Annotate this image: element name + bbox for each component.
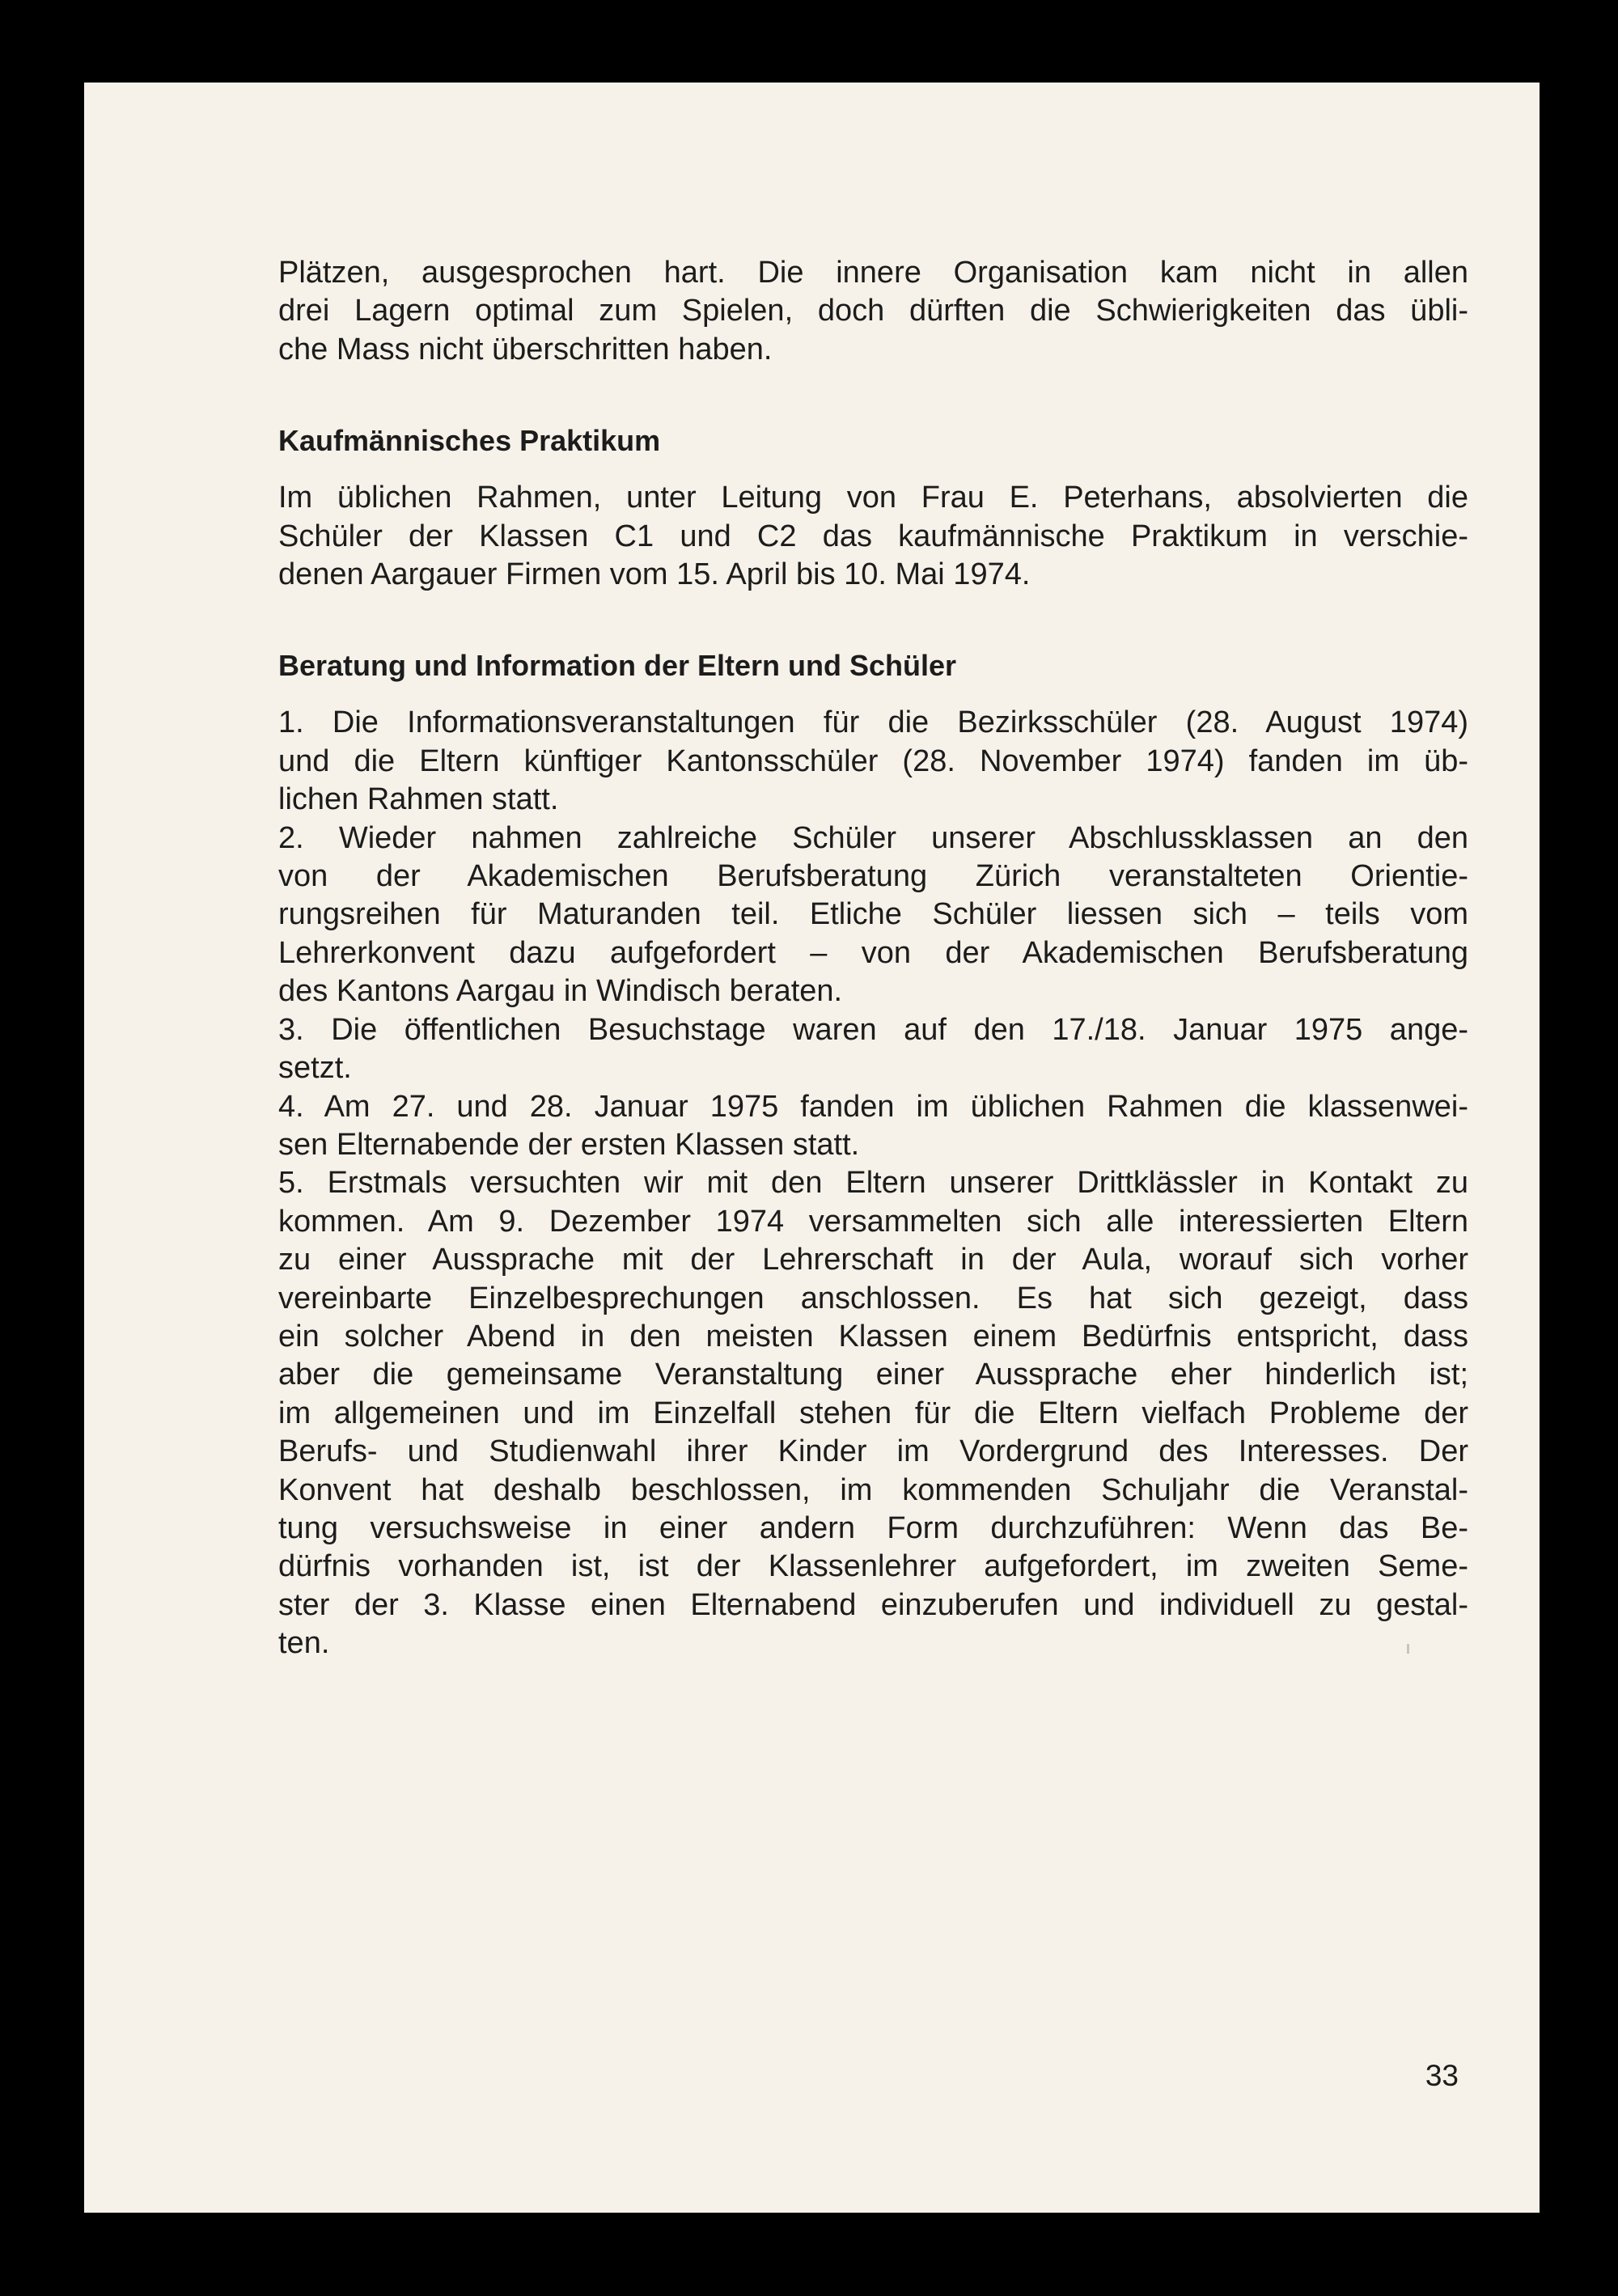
text-line: von der Akademischen Berufsberatung Zürich veranstalteten Orientie- [278, 859, 1468, 894]
text-line: rungsreihen für Maturanden teil. Etliche Schüler liessen sich – teils vom [278, 897, 1468, 932]
text-line: che Mass nicht überschritten haben. [278, 332, 773, 366]
scan-speck [1407, 1644, 1409, 1654]
text-line: Konvent hat deshalb beschlossen, im kommenden Schuljahr die Veranstal- [278, 1472, 1468, 1507]
text-line: des Kantons Aargau in Windisch beraten. [278, 974, 843, 1009]
text-line: tung versuchsweise in einer andern Form durchzuführen: Wenn das Be- [278, 1510, 1468, 1545]
text-line: sen Elternabende der ersten Klassen statt. [278, 1127, 860, 1162]
text-line: aber die gemeinsame Veranstaltung einer Aussprache eher hinderlich ist; [278, 1358, 1468, 1392]
text-line: kommen. Am 9. Dezember 1974 versammelten sich alle interessierten Eltern [278, 1204, 1468, 1239]
intro-paragraph [278, 254, 1468, 369]
text-line: und die Eltern künftiger Kantonsschüler (28. November 1974) fanden im üb- [278, 743, 1468, 778]
text-line: Berufs- und Studienwahl ihrer Kinder im Vordergrund des Interesses. Der [278, 1434, 1468, 1469]
praktikum-paragraph [278, 479, 1468, 594]
section-heading-praktikum: Kaufmännisches Praktikum [278, 424, 661, 458]
text-line: 1. Die Informationsveranstaltungen für die Bezirksschüler (28. August 1974) [278, 705, 1468, 740]
text-line: setzt. [278, 1051, 352, 1086]
text-line: im allgemeinen und im Einzelfall stehen für die Eltern vielfach Probleme der [278, 1396, 1468, 1430]
page-number: 33 [1425, 2059, 1459, 2092]
text-line: ten. [278, 1626, 330, 1661]
text-line: denen Aargauer Firmen vom 15. April bis 10. Mai 1974. [278, 557, 1031, 592]
page-content [278, 254, 1468, 1663]
list-item-4 [278, 1088, 1468, 1165]
text-line: 2. Wieder nahmen zahlreiche Schüler unserer Abschlussklassen an den [278, 820, 1468, 855]
list-item-5 [278, 1164, 1468, 1663]
section-heading-beratung: Beratung und Information der Eltern und Schüler [278, 649, 957, 683]
text-line: drei Lagern optimal zum Spielen, doch dürften die Schwierigkeiten das übli- [278, 294, 1468, 328]
text-line: zu einer Aussprache mit der Lehrerschaft in der Aula, worauf sich vorher [278, 1243, 1468, 1277]
text-line: Plätzen, ausgesprochen hart. Die innere Organisation kam nicht in allen [278, 256, 1468, 290]
text-line: 5. Erstmals versuchten wir mit den Eltern unserer Drittklässler in Kontakt zu [278, 1166, 1468, 1201]
list-item-2 [278, 820, 1468, 1011]
list-item-1 [278, 704, 1468, 819]
text-line: vereinbarte Einzelbesprechungen anschlossen. Es hat sich gezeigt, dass [278, 1281, 1468, 1315]
text-line: ster der 3. Klasse einen Elternabend einzuberufen und individuell zu gestal- [278, 1587, 1468, 1622]
text-line: Im üblichen Rahmen, unter Leitung von Frau E. Peterhans, absolvierten die [278, 481, 1468, 515]
text-line: 3. Die öffentlichen Besuchstage waren auf den 17./18. Januar 1975 ange- [278, 1012, 1468, 1047]
text-line: 4. Am 27. und 28. Januar 1975 fanden im üblichen Rahmen die klassenwei- [278, 1089, 1468, 1124]
text-line: dürfnis vorhanden ist, ist der Klassenlehrer aufgefordert, im zweiten Seme- [278, 1549, 1468, 1584]
text-line: Lehrerkonvent dazu aufgefordert – von der Akademischen Berufsberatung [278, 935, 1468, 970]
text-line: ein solcher Abend in den meisten Klassen einem Bedürfnis entspricht, dass [278, 1319, 1468, 1353]
list-item-3 [278, 1011, 1468, 1088]
text-line: Schüler der Klassen C1 und C2 das kaufmännische Praktikum in verschie- [278, 519, 1468, 553]
text-line: lichen Rahmen statt. [278, 782, 559, 817]
document-page [84, 83, 1540, 2213]
